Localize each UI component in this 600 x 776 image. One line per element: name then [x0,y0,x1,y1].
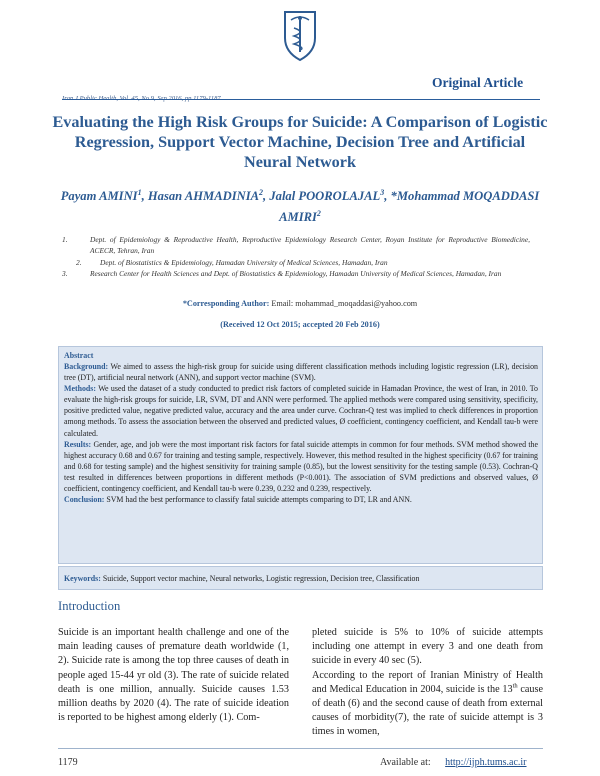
keywords-text: Suicide, Support vector machine, Neural networks, Logistic regression, Decision tree, Classification [102,574,420,583]
author-name: *Mohammad MOQADDASI AMIRI [279,189,540,225]
affiliation-text: Dept. of Epidemiology & Reproductive Health, Reproductive Epidemiology Research Center, Royan Institute for Reproductive Biomedicine, ACECR, Tehran, Iran [90,235,530,255]
affiliation-item [62,257,542,268]
abstract-background: Background: We aimed to assess the high-risk group for suicide using different classification methods including logistic regression (LR), decision tree (DT), artificial neural network (ANN), and support vector machine (SVM). [64,362,538,383]
intro-paragraph: pleted suicide is 5% to 10% of suicide attempts including one attempt in every 3 and one death from suicide in every 40 sec (5). [312,627,543,667]
intro-column-right [312,626,543,740]
section-heading-introduction: Introduction [58,599,121,613]
journal-url-link[interactable]: http://ijph.tums.ac.ir [445,757,527,768]
abstract-results: Results: Gender, age, and job were the most important risk factors for fatal suicide attempts in common for four methods. SVM method showed the highest accuracy 0.68 and 0.67 for training and testing sample, respectively. However, this method resulted in the highest specificity (0.67 for training and 0.68 for testing sample) and the highest sensitivity for training sample (0.85), but the lowest sensitivity for the testing sample (0.53). Cochran-Q test resulted in differences between proportions in different methods (P<0.001). The association of SVM predictions and observed values, Ø coefficient, contingency coefficient, and Kendall tau-b were 0.239, 0.232 and 0.239, respectively. [64,439,538,494]
article-type-label: Original Article [432,75,524,90]
intro-column-left: Suicide is an important health challenge and one of the main leading causes of premature death worldwide (1, 2). Suicide rate is among the top three causes of death in people aged 15-44 yr old (3). The rate of suicide related death is one million, annually. Suicide causes 1.53 million deaths by 2020 (4). The rate of suicide ideation is reported to be highest among elderly (1). Com- [58,627,289,724]
author-name: Hasan AHMADINIA [147,189,260,204]
availability [380,757,527,768]
author-affil-sup: 2 [259,188,264,197]
author-name: Jalal POOROLAJAL [269,189,381,204]
affiliation-item [62,268,542,290]
journal-logo [279,8,321,62]
affiliation-number: 2. [76,258,82,267]
corresponding-label: *Corresponding Author: [182,299,270,308]
intro-paragraph: According to the report of Iranian Ministry of Health and Medical Education in 2004, suicide is the 13 [312,669,543,695]
abstract-body [64,361,538,505]
ordinal-sup: th [512,682,518,690]
abstract-conclusion: Conclusion: SVM had the best performance to classify fatal suicide attempts comparing to DT, LR and ANN. [64,495,412,505]
header-divider [62,99,540,100]
affiliation-number: 1. [62,235,68,244]
page-number: 1179 [58,757,78,768]
affiliation-item [62,234,542,256]
abstract-heading: Abstract [64,351,94,360]
author-affil-sup: 1 [137,188,142,197]
author-name: Payam AMINI [60,189,138,204]
affiliation-text: Research Center for Health Sciences and Dept. of Biostatistics & Epidemiology, Hamadan University of Medical Sciences, Hamadan, Iran [90,269,502,278]
intro-paragraph-cont: cause of death (6) and the second cause of death from external causes of morbidity(7), the rate of suicide attempt is 3 times in women, [312,683,544,738]
affiliation-text: Dept. of Biostatistics & Epidemiology, Hamadan University of Medical Sciences, Hamadan, Iran [100,258,388,267]
corresponding-email[interactable]: Email: mohammad_moqaddasi@yahoo.com [271,299,418,308]
received-dates: (Received 12 Oct 2015; accepted 20 Feb 2016) [220,320,380,329]
author-list: Payam AMINI$^1$, Hasan AHMADINIA$^2$, Jalal POOROLAJAL$^3$, *Mohammad MOQADDASI AMIRI$^2$ [60,188,540,225]
keywords [64,574,538,583]
author-affil-sup: 3 [380,188,385,197]
footer-divider [58,748,543,749]
author-affil-sup: 2 [316,209,321,219]
abstract-methods: Methods: We used the dataset of a study conducted to predict risk factors of completed suicide in Hamadan Province, the west of Iran, in 2010. To evaluate the high-risk groups for suicide, LR, SVM, DT and ANN were performed. The applied methods were compared using sensitivity, specificity, positive predicted value, negative predicted value, accuracy and the area under curve. Cochran-Q test was implied to check differences in proportion among methods. To assess the association between the observed and predicted values, Ø coefficient, contingency coefficient, and Kendall tau-b were calculated. [64,384,538,438]
available-label: Available at: [380,757,431,768]
affiliation-number: 3. [62,269,68,278]
corresponding-author [0,299,600,308]
paper-title: Evaluating the High Risk Groups for Suicide: A Comparison of Logistic Regression, Support Vector Machine, Decision Tree and Artificial Neural Network [52,113,548,171]
keywords-label: Keywords: [64,574,101,583]
